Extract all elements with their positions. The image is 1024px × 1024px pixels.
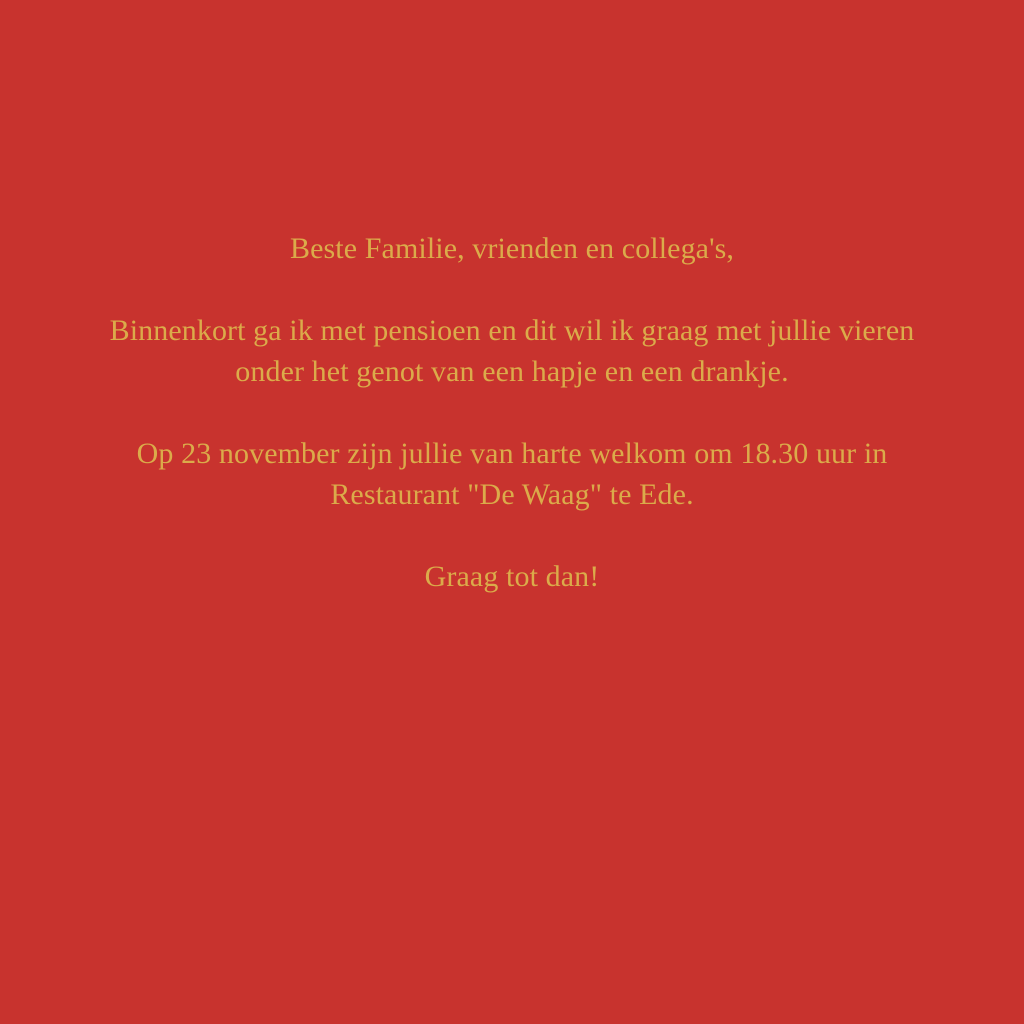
paragraph-spacer [72,515,952,556]
closing-line: Graag tot dan! [424,560,600,593]
announcement-paragraph: Binnenkort ga ik met pensioen en dit wil ik graag met jullie vieren onder het genot van een hapje en een drankje. [109,314,923,388]
invitation-text-block [0,228,1024,597]
greeting-line: Beste Familie, vrienden en collega's, [290,232,734,265]
paragraph-spacer [72,269,952,310]
paragraph-spacer [72,392,952,433]
event-details-paragraph: Op 23 november zijn jullie van harte welkom om 18.30 uur in Restaurant "De Waag" te Ede. [136,437,895,511]
